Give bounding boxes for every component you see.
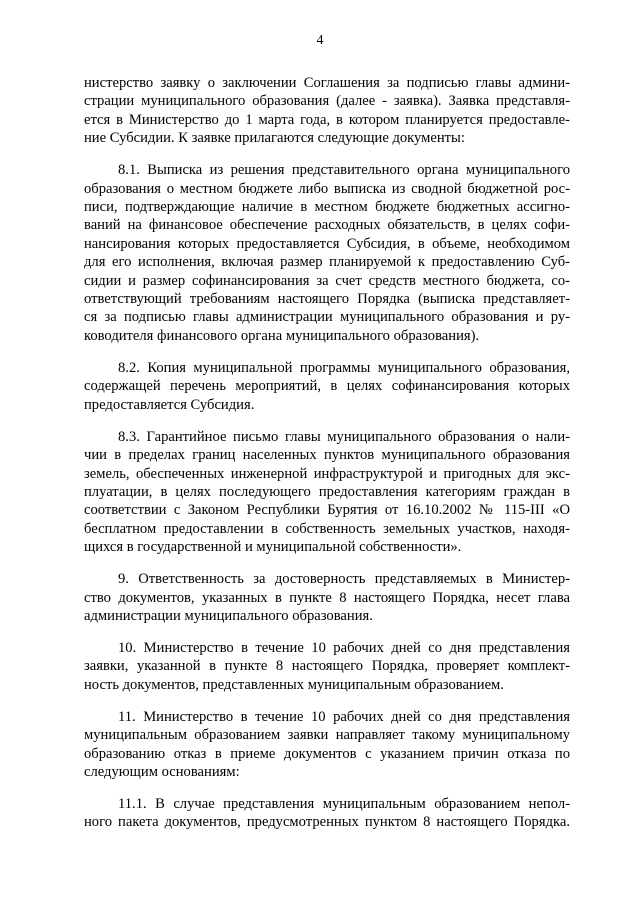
paragraph-11-1: [84, 795, 570, 832]
text-line: плуатации, в целях последующего предоставления категориям граждан в: [84, 483, 570, 500]
text-line: бесплатном предоставлении в собственность земельных участков, находя-: [84, 520, 570, 537]
text-line: нистерство заявку о заключении Соглашения за подписью главы админи-: [84, 75, 570, 91]
text-line: содержащей перечень мероприятий, в целях софинансирования которых: [84, 378, 570, 395]
text-line: заявки, указанной в пункте 8 настоящего Порядка, проверяет комплект-: [84, 658, 570, 675]
text-line: ответствующий требованиям настоящего Порядка (выписка представляет-: [84, 291, 570, 308]
text-line: ние Субсидии. К заявке прилагаются следующие документы:: [84, 130, 465, 147]
text-line: писи, подтверждающие наличие в местном бюджете бюджетных ассигно-: [84, 199, 570, 216]
text-line: следующим основаниям:: [84, 763, 240, 780]
text-line: администрации муниципального образования.: [84, 607, 373, 624]
text-line: ваний на финансовое обеспечение расходных обязательств, в целях софи-: [84, 217, 570, 234]
text-line: чии в пределах границ населенных пунктов муниципального образования: [84, 447, 570, 464]
text-line: 8.3. Гарантийное письмо главы муниципального образования о нали-: [118, 428, 570, 445]
text-line: щихся в государственной и муниципальной собственности».: [84, 539, 462, 556]
text-line: образования о местном бюджете либо выписка из сводной бюджетной рос-: [84, 180, 570, 197]
text-line: ство документов, указанных в пункте 8 настоящего Порядка, несет глава: [84, 589, 570, 606]
page-number: 4: [316, 33, 324, 48]
text-line: ется в Министерство до 1 марта года, в котором планируется предоставле-: [84, 111, 570, 128]
text-line: ного пакета документов, предусмотренных пунктом 8 настоящего Порядка.: [84, 814, 570, 831]
text-line: для его исполнения, включая размер планируемой к предоставлению Суб-: [84, 254, 570, 271]
paragraph-10: [84, 639, 570, 694]
text-line: соответствии с Законом Республики Бурятия от 16.10.2002 № 115-III «О: [84, 502, 570, 519]
text-line: ководителя финансового органа муниципального образования).: [84, 327, 480, 344]
text-line: 11. Министерство в течение 10 рабочих дней со дня представления: [118, 708, 570, 725]
text-line: сидии и размер софинансирования за счет средств местного бюджета, со-: [84, 272, 570, 289]
text-line: страции муниципального образования (далее - заявка). Заявка представля-: [84, 93, 570, 110]
text-line: ся за подписью главы администрации муниципального образования и ру-: [84, 309, 570, 326]
paragraph-11: [84, 708, 570, 782]
text-line: муниципальным образованием заявки направляет такому муниципальному: [84, 727, 570, 744]
text-line: 8.2. Копия муниципальной программы муниципального образования,: [118, 359, 570, 376]
paragraph-8-2: [84, 359, 570, 414]
paragraph-8-3: [84, 428, 570, 557]
text-line: предоставляется Субсидия.: [84, 396, 255, 413]
text-line: 10. Министерство в течение 10 рабочих дней со дня представления: [118, 639, 570, 656]
paragraph-intro: [84, 74, 570, 148]
text-line: земель, обеспеченных инженерной инфраструктурой и пригодных для экс-: [84, 465, 570, 482]
text-line: 11.1. В случае представления муниципальным образованием непол-: [118, 795, 570, 812]
text-line: ность документов, представленных муниципальным образованием.: [84, 676, 504, 693]
text-line: нансирования которых предоставляется Субсидия, в объеме, необходимом: [84, 235, 570, 252]
document-body: [84, 74, 570, 832]
paragraph-9: [84, 570, 570, 625]
text-line: 9. Ответственность за достоверность представляемых в Министер-: [118, 571, 570, 588]
text-line: 8.1. Выписка из решения представительного органа муниципального: [118, 162, 570, 179]
text-line: образованию отказ в приеме документов с указанием причин отказа по: [84, 745, 570, 762]
paragraph-8-1: [84, 161, 570, 345]
